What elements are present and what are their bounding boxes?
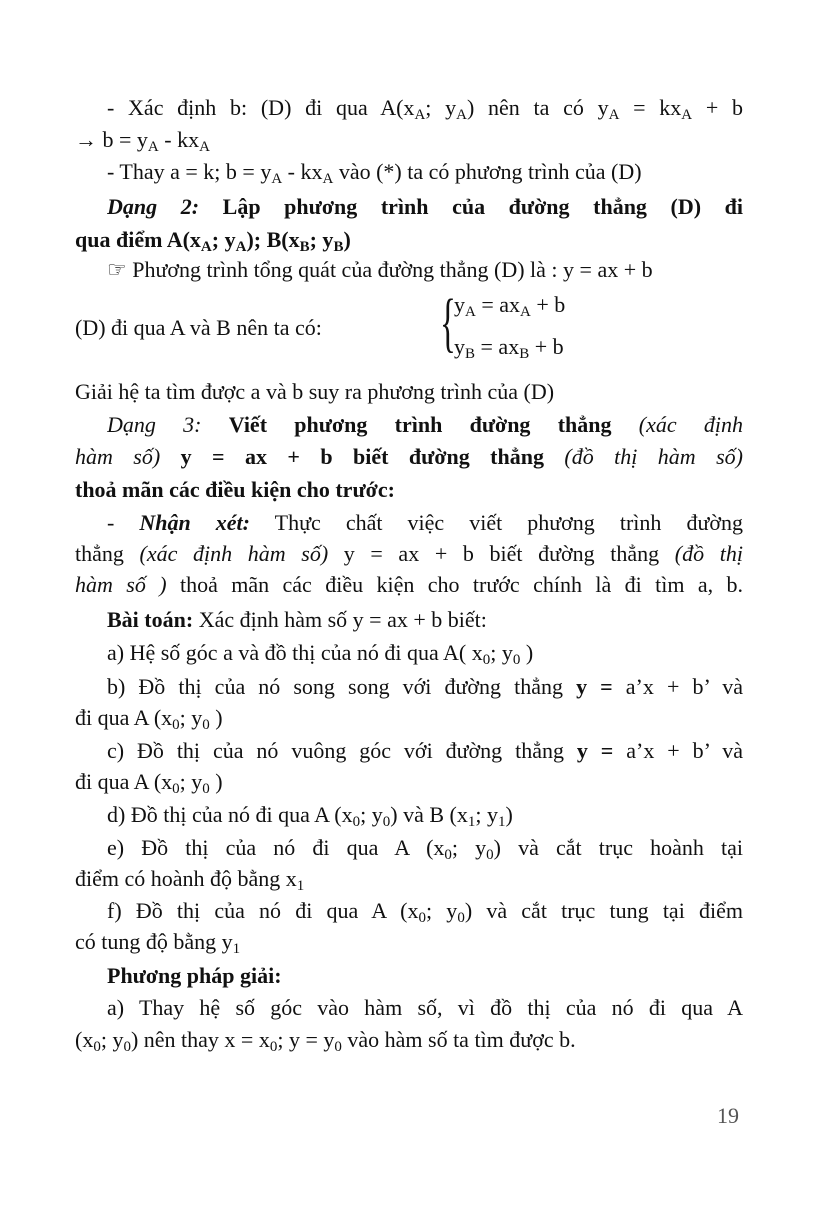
- text-run: ; y: [211, 227, 236, 252]
- subscript: A: [271, 171, 283, 187]
- text-run: Phương pháp giải:: [107, 963, 282, 988]
- subscript: 1: [467, 814, 476, 830]
- text-line: [107, 157, 743, 194]
- subscript: B: [465, 346, 476, 362]
- subscript: A: [147, 139, 159, 155]
- subscript: 0: [512, 652, 521, 668]
- text-run: ) và cắt trục hoành tại: [493, 835, 743, 860]
- curly-brace: {: [440, 286, 456, 359]
- text-run: e) Đồ thị của nó đi qua A (x: [107, 835, 445, 860]
- subscript: A: [414, 107, 426, 123]
- text-run: (đồ thị hàm số): [564, 444, 743, 469]
- text-run: - kx: [158, 127, 200, 152]
- text-run: Nhận xét:: [139, 510, 250, 535]
- subscript: 0: [269, 1039, 278, 1055]
- text-run: → b = y: [75, 127, 148, 152]
- text-run: ; y: [360, 802, 383, 827]
- subscript: 0: [352, 814, 361, 830]
- subscript: 0: [418, 910, 426, 926]
- text-line: [107, 605, 743, 635]
- text-line: [107, 896, 743, 926]
- text-run: đi qua A (x: [75, 705, 173, 730]
- text-run: a’x + b’ và: [613, 738, 743, 763]
- subscript: A: [465, 304, 476, 320]
- text-run: y: [454, 292, 465, 317]
- subscript: B: [333, 239, 344, 255]
- text-line: [107, 508, 743, 538]
- text-run: = kx: [619, 95, 682, 120]
- subscript: A: [235, 239, 247, 255]
- subscript: A: [456, 107, 467, 123]
- text-run: ; y: [179, 769, 203, 794]
- text-run: ; y: [451, 835, 487, 860]
- equation-line: [454, 334, 564, 363]
- text-run: ; y: [426, 898, 458, 923]
- text-run: ) và cắt trục tung tại điểm: [464, 898, 743, 923]
- text-run: ): [505, 802, 513, 827]
- text-line: [75, 475, 743, 505]
- text-run: (xác định hàm số): [139, 541, 329, 566]
- text-run: y =: [576, 738, 614, 763]
- subscript: 1: [296, 878, 305, 894]
- subscript: 0: [202, 717, 210, 733]
- text-line: [75, 927, 743, 964]
- text-run: - Thay a = k; b = y: [107, 159, 272, 184]
- subscript: 1: [497, 814, 506, 830]
- equation-line: [454, 292, 565, 321]
- subscript: 0: [93, 1039, 101, 1055]
- text-run: ; y: [100, 1027, 124, 1052]
- text-run: y: [454, 334, 465, 359]
- text-run: hàm số ): [75, 572, 167, 597]
- text-line: [75, 442, 743, 472]
- text-line: [75, 377, 743, 407]
- text-run: ; y = y: [277, 1027, 335, 1052]
- text-run: + b: [529, 334, 564, 359]
- text-run: Xác định hàm số y = ax + b biết:: [193, 607, 487, 632]
- text-line: [107, 961, 743, 991]
- text-run: - Xác định b: (D) đi qua A(x: [107, 95, 415, 120]
- text-line: [75, 1025, 743, 1062]
- text-run: = ax: [475, 334, 520, 359]
- subscript: 0: [334, 1039, 342, 1055]
- text-run: có tung độ bằng y: [75, 929, 233, 954]
- text-run: ; y: [179, 705, 203, 730]
- subscript: A: [200, 239, 212, 255]
- text-run: ); B(x: [246, 227, 300, 252]
- subscript: 1: [232, 941, 241, 957]
- text-run: qua điểm A(x: [75, 227, 201, 252]
- text-line: [75, 313, 743, 343]
- subscript: A: [681, 107, 693, 123]
- text-line: [107, 800, 743, 837]
- subscript: 0: [482, 652, 491, 668]
- text-run: ; y: [425, 95, 457, 120]
- subscript: 0: [486, 847, 494, 863]
- text-line: [107, 93, 743, 123]
- text-run: -: [107, 510, 140, 535]
- text-line: [75, 570, 743, 600]
- text-run: Viết phương trình đường thẳng: [228, 412, 639, 437]
- text-run: thoả mãn các điều kiện cho trước chính là đi tìm a, b.: [166, 572, 743, 597]
- subscript: A: [199, 139, 210, 155]
- text-run: + b: [530, 292, 566, 317]
- text-run: đi qua A (x: [75, 769, 173, 794]
- text-run: hàm số): [75, 444, 161, 469]
- subscript: A: [322, 171, 334, 187]
- text-line: [75, 539, 743, 569]
- text-run: f) Đồ thị của nó đi qua A (x: [107, 898, 419, 923]
- text-run: ; y: [475, 802, 498, 827]
- text-line: [107, 255, 743, 285]
- text-run: ): [520, 640, 534, 665]
- text-run: y = ax + b biết đường thẳng: [160, 444, 565, 469]
- text-run: a) Thay hệ số góc vào hàm số, vì đồ thị của nó đi qua A: [107, 995, 743, 1020]
- text-run: (x: [75, 1027, 94, 1052]
- text-run: ; y: [309, 227, 334, 252]
- text-run: - kx: [282, 159, 323, 184]
- text-run: b) Đồ thị của nó song song với đường thẳng: [107, 674, 577, 699]
- subscript: 0: [123, 1039, 131, 1055]
- text-run: a’x + b’ và: [612, 674, 743, 699]
- text-run: thoả mãn các điều kiện cho trước:: [75, 477, 395, 502]
- text-run: điểm có hoành độ bằng x: [75, 866, 297, 891]
- subscript: A: [520, 304, 531, 320]
- text-run: ☞ Phương trình tổng quát của đường thẳng (D) là : y = ax + b: [107, 257, 653, 282]
- subscript: 0: [382, 814, 391, 830]
- text-line: [107, 993, 743, 1023]
- text-run: (xác định: [638, 412, 743, 437]
- text-run: d) Đồ thị của nó đi qua A (x: [107, 802, 353, 827]
- subscript: A: [608, 107, 620, 123]
- text-run: y =: [576, 674, 613, 699]
- text-run: (D) đi qua A và B nên ta có:: [75, 315, 322, 340]
- text-run: ): [209, 705, 223, 730]
- subscript: 0: [457, 910, 465, 926]
- text-run: vào hàm số ta tìm được b.: [341, 1027, 576, 1052]
- subscript: B: [519, 346, 530, 362]
- text-line: [75, 703, 743, 740]
- text-line: [107, 192, 743, 222]
- text-line: [107, 638, 743, 675]
- text-run: Dạng 3:: [107, 412, 229, 437]
- text-line: [107, 672, 743, 702]
- text-run: ) nên thay x = x: [130, 1027, 270, 1052]
- text-run: ) và B (x: [390, 802, 468, 827]
- text-run: Bài toán:: [107, 607, 194, 632]
- subscript: 0: [172, 717, 180, 733]
- text-run: y = ax + b biết đường thẳng: [328, 541, 675, 566]
- text-run: ) nên ta có y: [466, 95, 609, 120]
- text-run: c) Đồ thị của nó vuông góc với đường thẳng: [107, 738, 577, 763]
- text-run: ): [209, 769, 223, 794]
- text-run: Dạng 2:: [107, 194, 200, 219]
- text-run: Giải hệ ta tìm được a và b suy ra phương trình của (D): [75, 379, 555, 404]
- text-line: [107, 736, 743, 766]
- text-run: ; y: [490, 640, 513, 665]
- page-number: 19: [717, 1103, 739, 1128]
- subscript: 0: [444, 847, 452, 863]
- text-line: [107, 410, 743, 440]
- text-run: = ax: [475, 292, 521, 317]
- text-run: + b: [692, 95, 743, 120]
- subscript: 0: [172, 781, 180, 797]
- text-run: thẳng: [75, 541, 140, 566]
- text-run: vào (*) ta có phương trình của (D): [333, 159, 642, 184]
- text-line: [107, 833, 743, 863]
- subscript: 0: [202, 781, 210, 797]
- text-line: [75, 767, 743, 804]
- subscript: B: [299, 239, 310, 255]
- text-run: Lập phương trình của đường thẳng (D) đi: [199, 194, 743, 219]
- text-run: (đồ thị: [674, 541, 743, 566]
- text-run: ): [343, 227, 351, 252]
- text-run: a) Hệ số góc a và đồ thị của nó đi qua A( x: [107, 640, 483, 665]
- text-run: Thực chất việc viết phương trình đường: [250, 510, 743, 535]
